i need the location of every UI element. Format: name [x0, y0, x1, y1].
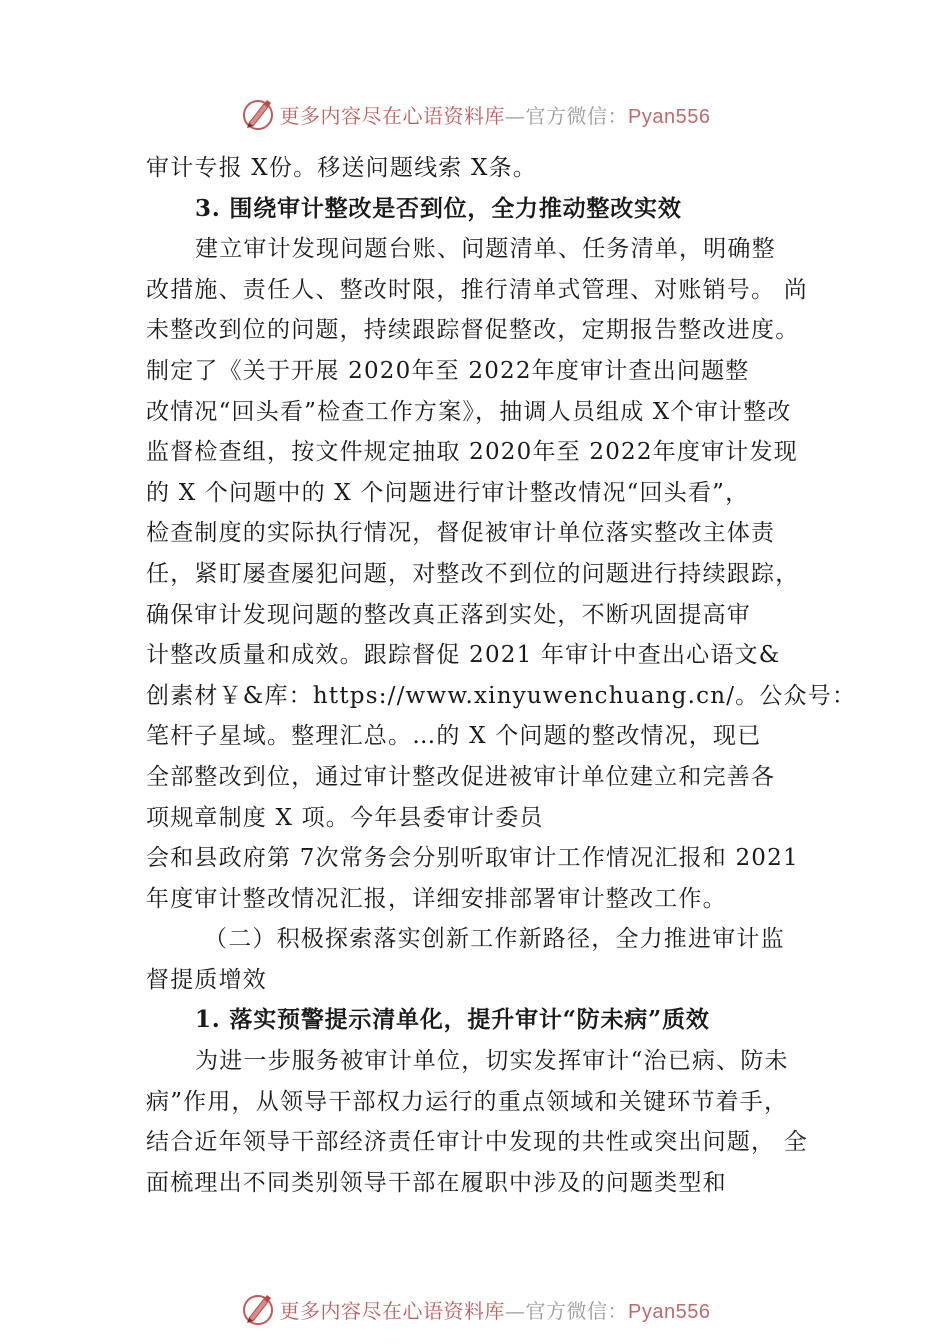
watermark-id: Pyan556 [628, 1300, 711, 1323]
watermark-main: 更多内容尽在心语资料库 [279, 1298, 506, 1323]
watermark-text [280, 1295, 711, 1324]
body-line: 改情况“回头看”检查工作方案》，抽调人员组成 X个审计整改 [146, 398, 792, 425]
body-line: 制定了《关于开展 2020年至 2022年度审计查出问题整 [146, 357, 750, 384]
body-line: 督提质增效 [146, 966, 267, 993]
body-line: 笔杆子星域。整理汇总。…的 X 个问题的整改情况，现已 [146, 723, 762, 750]
watermark-id: Pyan556 [628, 105, 711, 128]
body-line: 全部整改到位，通过审计整改促进被审计单位建立和完善各 [146, 763, 776, 790]
body-line: 确保审计发现问题的整改真正落到实处，不断巩固提高审 [146, 601, 751, 628]
body-line: 项规章制度 X 项。今年县委审计委员 [146, 804, 544, 831]
body-line: 计整改质量和成效。跟踪督促 2021 年审计中查出心语文& [146, 642, 781, 669]
watermark-official: 官方微信： [525, 1298, 629, 1323]
body-line: 结合近年领导干部经济责任审计中发现的共性或突出问题， 全 [146, 1129, 808, 1156]
pen-logo-icon [240, 96, 276, 132]
body-line: 会和县政府第 7次常务会分别听取审计工作情况汇报和 2021 [146, 845, 799, 872]
body-line: 任，紧盯屡查屡犯问题，对整改不到位的问题进行持续跟踪， [146, 560, 800, 587]
watermark-dash: — [505, 1298, 526, 1323]
body-line: 为进一步服务被审计单位，切实发挥审计“治已病、防未 [195, 1048, 789, 1075]
pen-logo-icon [240, 1291, 276, 1327]
body-line: 创素材￥&库：https://www.xinyuwenchuang.cn/。公众号： [146, 682, 857, 709]
body-line: 病”作用，从领导干部权力运行的重点领域和关键环节着手， [146, 1088, 789, 1115]
watermark-main: 更多内容尽在心语资料库 [279, 103, 506, 128]
body-line: 检查制度的实际执行情况，督促被审计单位落实整改主体责 [146, 520, 776, 547]
section-heading: 3. 围绕审计整改是否到位，全力推动整改实效 [195, 194, 682, 222]
body-line: 审计专报 X份。移送问题线索 X条。 [146, 155, 537, 181]
watermark-dash: — [505, 103, 526, 128]
body-line: 的 X 个问题中的 X 个问题进行审计整改情况“回头看”， [146, 479, 750, 506]
footer-watermark [0, 1287, 950, 1331]
body-line: 面梳理出不同类别领导干部在履职中涉及的问题类型和 [146, 1169, 727, 1196]
body-line: 未整改到位的问题，持续跟踪督促整改，定期报告整改进度。 [146, 317, 800, 344]
document-body [146, 148, 857, 1203]
body-line: 监督检查组，按文件规定抽取 2020年至 2022年度审计发现 [146, 439, 798, 466]
watermark-text [280, 100, 711, 129]
section-heading: （二）积极探索落实创新工作新路径，全力推进审计监 [204, 926, 785, 953]
header-watermark [0, 92, 950, 136]
body-line: 年度审计整改情况汇报，详细安排部署审计整改工作。 [146, 885, 727, 912]
body-line: 建立审计发现问题台账、问题清单、任务清单，明确整 [195, 236, 776, 263]
watermark-official: 官方微信： [525, 103, 629, 128]
body-line: 改措施、责任人、整改时限，推行清单式管理、对账销号。 尚 [146, 276, 808, 303]
section-heading: 1. 落实预警提示清单化，提升审计“防未病”质效 [195, 1006, 710, 1034]
